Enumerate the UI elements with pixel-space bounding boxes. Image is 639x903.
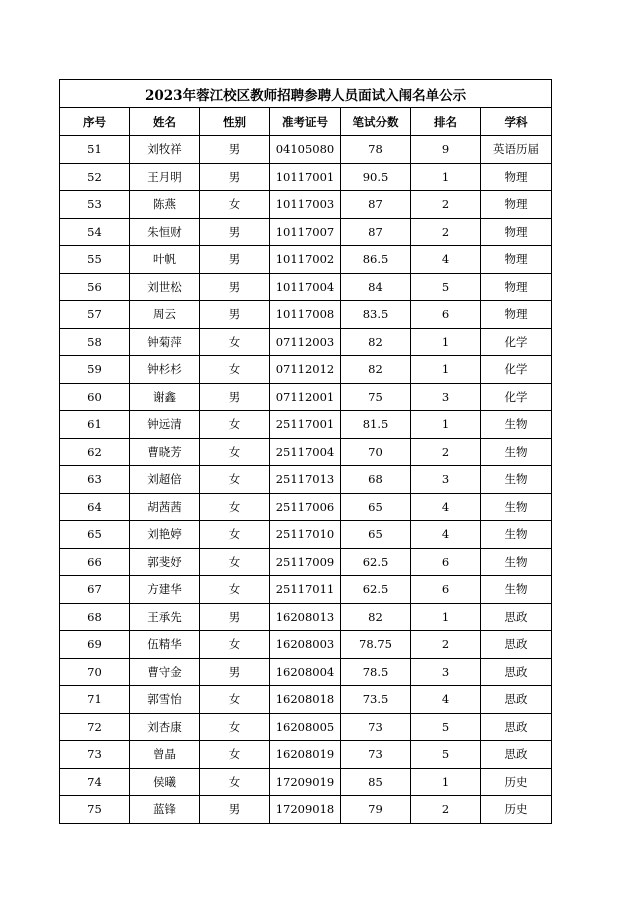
exam-id-cell: 16208003 xyxy=(270,631,341,659)
gender-cell: 女 xyxy=(200,493,270,521)
table-row xyxy=(60,218,552,246)
exam-id-cell: 25117001 xyxy=(270,411,341,439)
index-cell: 58 xyxy=(60,328,130,356)
gender-cell: 女 xyxy=(200,191,270,219)
table-row xyxy=(60,163,552,191)
index-cell: 61 xyxy=(60,411,130,439)
index-cell: 51 xyxy=(60,136,130,164)
subject-cell: 化学 xyxy=(481,356,552,384)
gender-cell: 女 xyxy=(200,438,270,466)
index-cell: 60 xyxy=(60,383,130,411)
subject-cell: 思政 xyxy=(481,658,552,686)
rank-cell: 4 xyxy=(411,246,481,274)
table-row xyxy=(60,768,552,796)
subject-cell: 历史 xyxy=(481,768,552,796)
rank-cell: 6 xyxy=(411,301,481,329)
index-cell: 55 xyxy=(60,246,130,274)
rank-cell: 5 xyxy=(411,273,481,301)
score-cell: 73.5 xyxy=(341,686,411,714)
exam-id-cell: 07112001 xyxy=(270,383,341,411)
name-cell: 侯曦 xyxy=(130,768,200,796)
exam-id-cell: 10117002 xyxy=(270,246,341,274)
rank-cell: 1 xyxy=(411,163,481,191)
name-cell: 刘超倍 xyxy=(130,466,200,494)
table-row xyxy=(60,273,552,301)
gender-cell: 男 xyxy=(200,301,270,329)
gender-cell: 男 xyxy=(200,218,270,246)
gender-cell: 女 xyxy=(200,548,270,576)
name-cell: 方建华 xyxy=(130,576,200,604)
subject-cell: 历史 xyxy=(481,796,552,824)
index-cell: 66 xyxy=(60,548,130,576)
subject-cell: 化学 xyxy=(481,328,552,356)
exam-id-cell: 17209018 xyxy=(270,796,341,824)
score-cell: 62.5 xyxy=(341,548,411,576)
exam-id-cell: 16208018 xyxy=(270,686,341,714)
subject-cell: 物理 xyxy=(481,246,552,274)
exam-id-cell: 25117011 xyxy=(270,576,341,604)
score-cell: 85 xyxy=(341,768,411,796)
rank-cell: 1 xyxy=(411,768,481,796)
score-cell: 78 xyxy=(341,136,411,164)
name-cell: 刘杏康 xyxy=(130,713,200,741)
index-cell: 70 xyxy=(60,658,130,686)
table-row xyxy=(60,136,552,164)
table-row xyxy=(60,603,552,631)
title-row xyxy=(60,80,552,108)
exam-id-cell: 25117004 xyxy=(270,438,341,466)
index-cell: 56 xyxy=(60,273,130,301)
rank-cell: 4 xyxy=(411,686,481,714)
rank-cell: 5 xyxy=(411,713,481,741)
header-rank: 排名 xyxy=(411,108,481,136)
score-cell: 86.5 xyxy=(341,246,411,274)
rank-cell: 4 xyxy=(411,493,481,521)
name-cell: 刘艳婷 xyxy=(130,521,200,549)
score-cell: 87 xyxy=(341,191,411,219)
index-cell: 64 xyxy=(60,493,130,521)
gender-cell: 男 xyxy=(200,273,270,301)
index-cell: 75 xyxy=(60,796,130,824)
table-row xyxy=(60,631,552,659)
exam-id-cell: 07112003 xyxy=(270,328,341,356)
header-exam-id: 准考证号 xyxy=(270,108,341,136)
page-title: 2023年蓉江校区教师招聘参聘人员面试入闱名单公示 xyxy=(60,80,552,108)
score-cell: 65 xyxy=(341,521,411,549)
rank-cell: 6 xyxy=(411,548,481,576)
gender-cell: 女 xyxy=(200,741,270,769)
exam-id-cell: 10117007 xyxy=(270,218,341,246)
table-row xyxy=(60,438,552,466)
score-cell: 68 xyxy=(341,466,411,494)
subject-cell: 物理 xyxy=(481,191,552,219)
score-cell: 81.5 xyxy=(341,411,411,439)
rank-cell: 1 xyxy=(411,603,481,631)
exam-id-cell: 25117013 xyxy=(270,466,341,494)
index-cell: 67 xyxy=(60,576,130,604)
subject-cell: 生物 xyxy=(481,466,552,494)
rank-cell: 6 xyxy=(411,576,481,604)
index-cell: 73 xyxy=(60,741,130,769)
index-cell: 59 xyxy=(60,356,130,384)
name-cell: 钟远清 xyxy=(130,411,200,439)
rank-cell: 2 xyxy=(411,191,481,219)
subject-cell: 物理 xyxy=(481,273,552,301)
name-cell: 刘牧祥 xyxy=(130,136,200,164)
rank-cell: 2 xyxy=(411,218,481,246)
gender-cell: 男 xyxy=(200,163,270,191)
rank-cell: 3 xyxy=(411,383,481,411)
table-row xyxy=(60,493,552,521)
rank-cell: 5 xyxy=(411,741,481,769)
index-cell: 71 xyxy=(60,686,130,714)
exam-id-cell: 16208019 xyxy=(270,741,341,769)
subject-cell: 生物 xyxy=(481,438,552,466)
gender-cell: 男 xyxy=(200,796,270,824)
score-cell: 82 xyxy=(341,328,411,356)
table-row xyxy=(60,301,552,329)
index-cell: 65 xyxy=(60,521,130,549)
gender-cell: 女 xyxy=(200,411,270,439)
gender-cell: 女 xyxy=(200,631,270,659)
gender-cell: 男 xyxy=(200,246,270,274)
name-cell: 伍精华 xyxy=(130,631,200,659)
exam-id-cell: 16208005 xyxy=(270,713,341,741)
rank-cell: 3 xyxy=(411,658,481,686)
score-cell: 82 xyxy=(341,356,411,384)
name-cell: 王承先 xyxy=(130,603,200,631)
score-cell: 65 xyxy=(341,493,411,521)
score-cell: 78.5 xyxy=(341,658,411,686)
rank-cell: 1 xyxy=(411,356,481,384)
index-cell: 68 xyxy=(60,603,130,631)
subject-cell: 思政 xyxy=(481,741,552,769)
score-cell: 84 xyxy=(341,273,411,301)
table-row xyxy=(60,246,552,274)
name-cell: 郭斐妤 xyxy=(130,548,200,576)
exam-id-cell: 10117008 xyxy=(270,301,341,329)
score-cell: 73 xyxy=(341,741,411,769)
score-cell: 73 xyxy=(341,713,411,741)
gender-cell: 女 xyxy=(200,521,270,549)
score-cell: 79 xyxy=(341,796,411,824)
subject-cell: 思政 xyxy=(481,603,552,631)
rank-cell: 3 xyxy=(411,466,481,494)
gender-cell: 男 xyxy=(200,603,270,631)
subject-cell: 思政 xyxy=(481,631,552,659)
table-row xyxy=(60,383,552,411)
exam-id-cell: 25117006 xyxy=(270,493,341,521)
score-cell: 82 xyxy=(341,603,411,631)
table-row xyxy=(60,411,552,439)
name-cell: 钟杉杉 xyxy=(130,356,200,384)
name-cell: 蓝锋 xyxy=(130,796,200,824)
score-cell: 83.5 xyxy=(341,301,411,329)
table-row xyxy=(60,576,552,604)
index-cell: 74 xyxy=(60,768,130,796)
subject-cell: 思政 xyxy=(481,713,552,741)
subject-cell: 物理 xyxy=(481,163,552,191)
header-row xyxy=(60,108,552,136)
score-cell: 87 xyxy=(341,218,411,246)
table-row xyxy=(60,466,552,494)
rank-cell: 1 xyxy=(411,328,481,356)
exam-id-cell: 25117009 xyxy=(270,548,341,576)
subject-cell: 生物 xyxy=(481,576,552,604)
table-row xyxy=(60,713,552,741)
exam-id-cell: 07112012 xyxy=(270,356,341,384)
name-cell: 谢鑫 xyxy=(130,383,200,411)
gender-cell: 女 xyxy=(200,328,270,356)
name-cell: 叶帆 xyxy=(130,246,200,274)
index-cell: 53 xyxy=(60,191,130,219)
rank-cell: 2 xyxy=(411,796,481,824)
index-cell: 54 xyxy=(60,218,130,246)
index-cell: 63 xyxy=(60,466,130,494)
score-cell: 70 xyxy=(341,438,411,466)
header-gender: 性别 xyxy=(200,108,270,136)
header-subject: 学科 xyxy=(481,108,552,136)
index-cell: 52 xyxy=(60,163,130,191)
subject-cell: 生物 xyxy=(481,493,552,521)
exam-id-cell: 04105080 xyxy=(270,136,341,164)
table-row xyxy=(60,796,552,824)
name-cell: 郭雪怡 xyxy=(130,686,200,714)
score-cell: 62.5 xyxy=(341,576,411,604)
subject-cell: 思政 xyxy=(481,686,552,714)
index-cell: 72 xyxy=(60,713,130,741)
name-cell: 曾晶 xyxy=(130,741,200,769)
candidate-list-sheet xyxy=(59,79,552,824)
gender-cell: 男 xyxy=(200,383,270,411)
score-cell: 78.75 xyxy=(341,631,411,659)
subject-cell: 化学 xyxy=(481,383,552,411)
name-cell: 陈燕 xyxy=(130,191,200,219)
name-cell: 曹守金 xyxy=(130,658,200,686)
rank-cell: 1 xyxy=(411,411,481,439)
table-row xyxy=(60,521,552,549)
table-row xyxy=(60,741,552,769)
score-cell: 90.5 xyxy=(341,163,411,191)
exam-id-cell: 10117004 xyxy=(270,273,341,301)
table-row xyxy=(60,191,552,219)
gender-cell: 女 xyxy=(200,768,270,796)
index-cell: 62 xyxy=(60,438,130,466)
name-cell: 刘世松 xyxy=(130,273,200,301)
name-cell: 周云 xyxy=(130,301,200,329)
subject-cell: 物理 xyxy=(481,218,552,246)
table-body xyxy=(60,136,552,824)
exam-id-cell: 25117010 xyxy=(270,521,341,549)
score-cell: 75 xyxy=(341,383,411,411)
name-cell: 胡茜茜 xyxy=(130,493,200,521)
index-cell: 69 xyxy=(60,631,130,659)
subject-cell: 英语历届 xyxy=(481,136,552,164)
exam-id-cell: 16208013 xyxy=(270,603,341,631)
subject-cell: 生物 xyxy=(481,548,552,576)
gender-cell: 女 xyxy=(200,466,270,494)
table-row xyxy=(60,548,552,576)
table-row xyxy=(60,686,552,714)
exam-id-cell: 17209019 xyxy=(270,768,341,796)
header-score: 笔试分数 xyxy=(341,108,411,136)
gender-cell: 女 xyxy=(200,576,270,604)
candidate-table xyxy=(59,79,552,824)
header-name: 姓名 xyxy=(130,108,200,136)
table-row xyxy=(60,658,552,686)
subject-cell: 生物 xyxy=(481,521,552,549)
name-cell: 曹晓芳 xyxy=(130,438,200,466)
rank-cell: 9 xyxy=(411,136,481,164)
gender-cell: 女 xyxy=(200,356,270,384)
gender-cell: 女 xyxy=(200,713,270,741)
index-cell: 57 xyxy=(60,301,130,329)
exam-id-cell: 10117003 xyxy=(270,191,341,219)
rank-cell: 2 xyxy=(411,631,481,659)
subject-cell: 生物 xyxy=(481,411,552,439)
rank-cell: 2 xyxy=(411,438,481,466)
table-row xyxy=(60,328,552,356)
name-cell: 钟菊萍 xyxy=(130,328,200,356)
name-cell: 王月明 xyxy=(130,163,200,191)
header-index: 序号 xyxy=(60,108,130,136)
gender-cell: 女 xyxy=(200,686,270,714)
gender-cell: 男 xyxy=(200,658,270,686)
exam-id-cell: 16208004 xyxy=(270,658,341,686)
rank-cell: 4 xyxy=(411,521,481,549)
subject-cell: 物理 xyxy=(481,301,552,329)
table-row xyxy=(60,356,552,384)
gender-cell: 男 xyxy=(200,136,270,164)
exam-id-cell: 10117001 xyxy=(270,163,341,191)
name-cell: 朱恒财 xyxy=(130,218,200,246)
